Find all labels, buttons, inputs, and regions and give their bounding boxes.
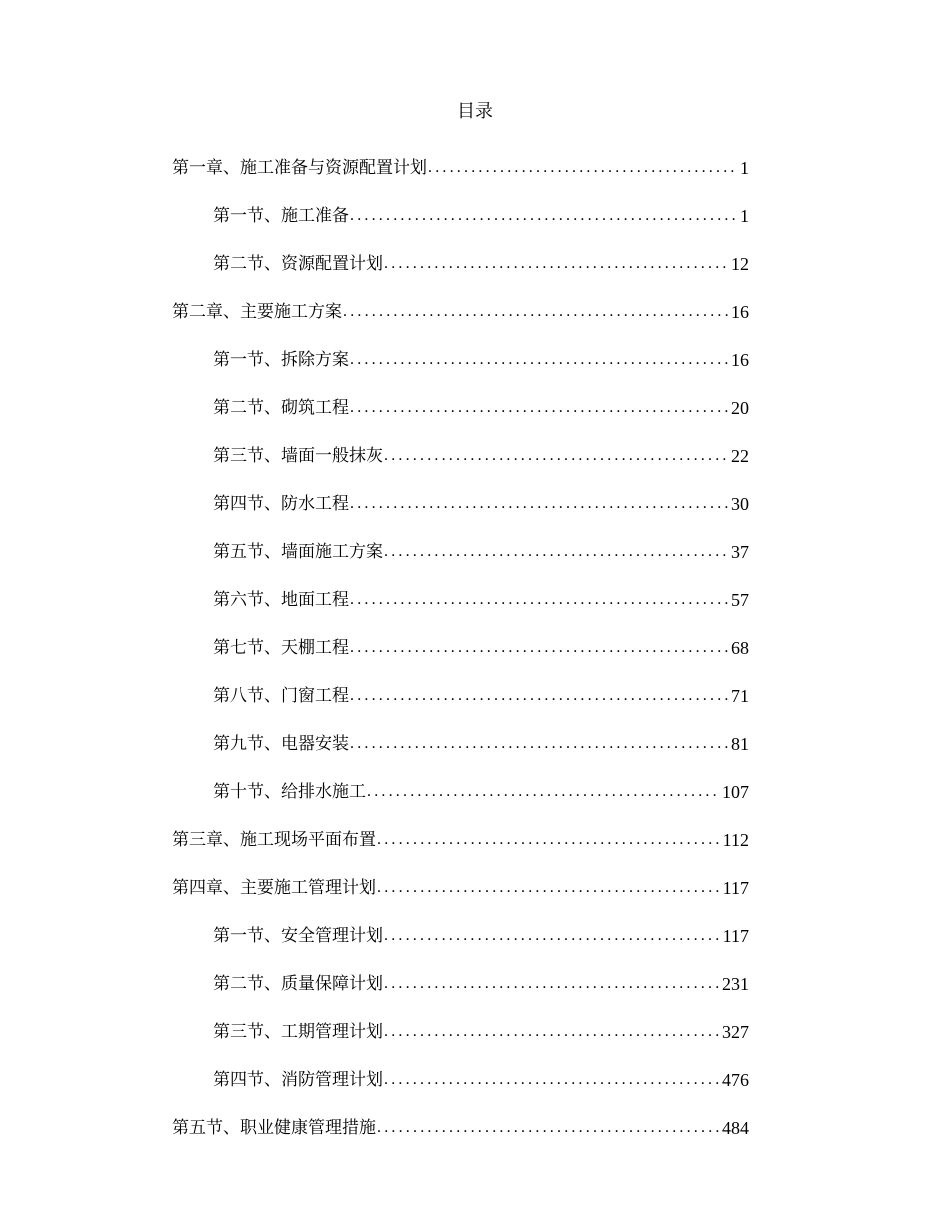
- toc-page-number: 484: [722, 1118, 749, 1138]
- toc-entry-text: 第三节、工期管理计划: [213, 1022, 383, 1042]
- toc-dot-leader: [428, 156, 738, 180]
- toc-section-entry[interactable]: [172, 576, 749, 624]
- toc-section-entry[interactable]: [172, 768, 749, 816]
- toc-page-number: 107: [722, 782, 749, 802]
- toc-page-number: 16: [731, 350, 749, 370]
- toc-section-entry[interactable]: [172, 672, 749, 720]
- toc-entry-text: 第六节、地面工程: [213, 590, 349, 610]
- toc-entry-text: 第五节、职业健康管理措施: [172, 1118, 376, 1138]
- toc-section-entry[interactable]: [172, 624, 749, 672]
- toc-entry-text: 第二节、质量保障计划: [213, 974, 383, 994]
- toc-entry-text: 第一节、施工准备: [213, 206, 349, 226]
- toc-page-number: 68: [731, 638, 749, 658]
- toc-page-number: 117: [722, 926, 749, 946]
- toc-entry-text: 第四节、防水工程: [213, 494, 349, 514]
- toc-chapter-entry[interactable]: [172, 816, 749, 864]
- toc-section-entry[interactable]: [172, 384, 749, 432]
- toc-section-entry[interactable]: [172, 336, 749, 384]
- toc-page-number: 476: [722, 1070, 749, 1090]
- toc-entry-text: 第四章、主要施工管理计划: [172, 878, 376, 898]
- toc-entry-text: 第三章、施工现场平面布置: [172, 830, 376, 850]
- toc-entry-text: 第四节、消防管理计划: [213, 1070, 383, 1090]
- toc-page-number: 112: [722, 830, 749, 850]
- toc-section-entry[interactable]: [172, 480, 749, 528]
- toc-entry-text: 第二节、资源配置计划: [213, 254, 383, 274]
- toc-dot-leader: [350, 588, 729, 612]
- toc-dot-leader: [350, 732, 729, 756]
- toc-section-entry[interactable]: [172, 1008, 749, 1056]
- toc-section-entry[interactable]: [172, 1056, 749, 1104]
- toc-dot-leader: [384, 1068, 720, 1092]
- toc-entry-text: 第八节、门窗工程: [213, 686, 349, 706]
- toc-dot-leader: [384, 540, 729, 564]
- toc-entry-text: 第九节、电器安装: [213, 734, 349, 754]
- toc-chapter-entry[interactable]: [172, 1104, 749, 1152]
- toc-dot-leader: [377, 1116, 720, 1140]
- toc-page-number: 1: [740, 206, 749, 226]
- toc-page-number: 20: [731, 398, 749, 418]
- toc-dot-leader: [377, 876, 721, 900]
- toc-entry-text: 第一章、施工准备与资源配置计划: [172, 158, 427, 178]
- toc-dot-leader: [343, 300, 729, 324]
- page-title: 目录: [457, 101, 493, 122]
- toc-page-number: 16: [731, 302, 749, 322]
- toc-section-entry[interactable]: [172, 192, 749, 240]
- toc-page-number: 1: [740, 158, 749, 178]
- toc-entry-text: 第二节、砌筑工程: [213, 398, 349, 418]
- toc-dot-leader: [384, 444, 729, 468]
- toc-dot-leader: [377, 828, 721, 852]
- toc-entry-text: 第五节、墙面施工方案: [213, 542, 383, 562]
- toc-dot-leader: [384, 252, 729, 276]
- toc-entry-text: 第一节、拆除方案: [213, 350, 349, 370]
- toc-page-number: 30: [731, 494, 749, 514]
- toc-entry-text: 第三节、墙面一般抹灰: [213, 446, 383, 466]
- toc-dot-leader: [350, 636, 729, 660]
- toc-page-number: 12: [731, 254, 749, 274]
- toc-page-number: 327: [722, 1022, 749, 1042]
- toc-page-number: 117: [722, 878, 749, 898]
- toc-entry-text: 第七节、天棚工程: [213, 638, 349, 658]
- table-of-contents: [172, 144, 749, 1152]
- toc-entry-text: 第十节、给排水施工: [213, 782, 366, 802]
- toc-section-entry[interactable]: [172, 528, 749, 576]
- toc-page-number: 22: [731, 446, 749, 466]
- toc-dot-leader: [350, 684, 729, 708]
- toc-section-entry[interactable]: [172, 240, 749, 288]
- toc-dot-leader: [350, 396, 729, 420]
- toc-page-number: 57: [731, 590, 749, 610]
- toc-dot-leader: [350, 204, 738, 228]
- toc-chapter-entry[interactable]: [172, 288, 749, 336]
- toc-section-entry[interactable]: [172, 720, 749, 768]
- toc-chapter-entry[interactable]: [172, 144, 749, 192]
- toc-page-number: 37: [731, 542, 749, 562]
- toc-chapter-entry[interactable]: [172, 864, 749, 912]
- toc-page-number: 231: [722, 974, 749, 994]
- toc-dot-leader: [384, 1020, 720, 1044]
- toc-dot-leader: [350, 348, 729, 372]
- toc-section-entry[interactable]: [172, 432, 749, 480]
- toc-dot-leader: [367, 780, 720, 804]
- toc-dot-leader: [384, 972, 720, 996]
- toc-dot-leader: [350, 492, 729, 516]
- toc-entry-text: 第一节、安全管理计划: [213, 926, 383, 946]
- toc-entry-text: 第二章、主要施工方案: [172, 302, 342, 322]
- toc-dot-leader: [384, 924, 721, 948]
- toc-section-entry[interactable]: [172, 960, 749, 1008]
- toc-page-number: 81: [731, 734, 749, 754]
- toc-section-entry[interactable]: [172, 912, 749, 960]
- toc-page-number: 71: [731, 686, 749, 706]
